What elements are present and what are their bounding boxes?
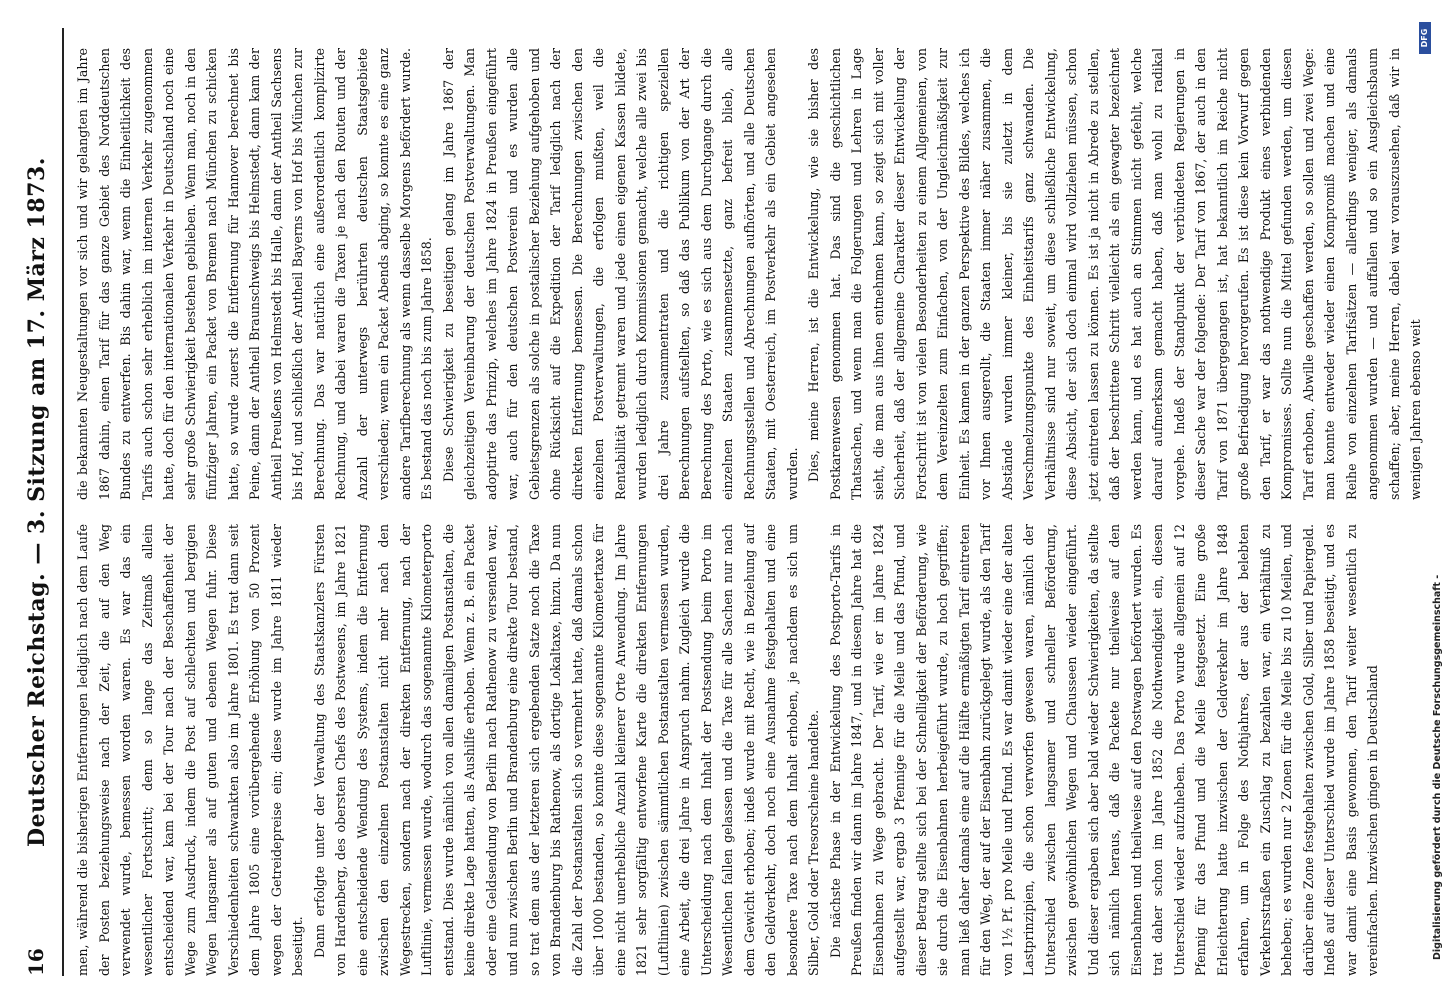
page-header	[18, 28, 58, 976]
text-column-right	[72, 48, 1423, 500]
paragraph: die bekannten Neugestaltungen vor sich und wir gelangten im Jahre 1867 dahin, einen Tarif für das ganze Gebiet des Norddeutschen Bundes zu entwerfen. Bis dahin war, wenn die Einheitlichkeit des Tarifs auch schon sehr erheblich im internen Verkehr zugenommen hatte, doch für den internationalen Verkehr in Deutschland noch eine sehr große Schwierigkeit bestehen geblieben. Wenn man, noch in den fünfziger Jahren, ein Packet von Bremen nach München zu schicken hatte, so wurde zuerst die Entfernung für Hannover berechnet bis Peine, dann der Antheil Braunschweigs bis Helmstedt, dann kam der Antheil Preußens von Helmstedt bis Halle, dann der Antheil Sachsens bis Hof, und schließlich der Antheil Bayerns von Hof bis München zur Berechnung. Das war natürlich eine außerordentlich komplizirte Rechnung, und dabei waren die Taxen je nach den Routen und der Anzahl der unterwegs berührten deutschen Staatsgebiete verschieden; wenn ein Packet Abends abging, so konnte es eine ganz andere Tarifberechnung als wenn dasselbe Morgens befördert wurde. Es bestand das noch bis zum Jahre 1858.	[75, 48, 434, 500]
dfg-logo	[1419, 22, 1431, 54]
header-rule	[62, 28, 64, 976]
paragraph: Diese Schwierigkeit zu beseitigen gelang im Jahre 1867 der gleichzeitigen Vereinbarung der deutschen Postverwaltungen. Man adoptirte das Prinzip, welches im Jahre 1824 in Preußen eingeführt war, auch für den deutschen Postverein und es wurden alle Gebietsgrenzen als solche in postalischer Beziehung aufgehoben und ohne Rücksicht auf die Expedition der Tarif lediglich nach der direkten Entfernung bemessen. Die Berechnungen zwischen den einzelnen Postverwaltungen, die erfolgen mußten, weil die Rentabilität getrennt waren und jede einen eigenen Kassen bildete, wurden lediglich durch Kommissionen gemacht, welche alle zwei bis drei Jahre zusammentraten und die richtigen speziellen Berechnungen aufstellten, so daß das Publikum von der Art der Berechnung des Porto, wie es sich aus dem Durchgange durch die einzelnen Staaten zusammensetzte, ganz befreit blieb, alle Rechnungsstellen und Abrechnungen aufhörten, und alle Deutschen Staaten, mit Oesterreich, im Postverkehr als ein Gebiet angesehen wurden.	[440, 48, 800, 500]
credit-text: Digitalisierung gefördert durch die Deutsche Forschungsgemeinschaft -	[1432, 574, 1443, 960]
paragraph: Dies, meine Herren, ist die Entwickelung, wie sie bisher des Postkarenwesen genommen hat. Das sind die geschichtlichen Thatsachen, und wenn man die Folgerungen und Lehren in Lage sieht, die man aus ihnen entnehmen kann, so zeigt sich mit voller Sicherheit, daß der allgemeine Charakter dieser Entwickelung der Fortschritt ist von vielen Besonderheiten zu einem Allgemeinen, von dem Vereinzelten zum Einfachen, von der Ungleichmäßigkeit zur Einheit. Es kamen in der ganzen Perspektive des Bildes, welches ich vor Ihnen ausgerollt, die Staaten immer näher zusammen, die Abstände wurden immer kleiner, bis sie zuletzt in dem Verschmelzungspunkte des Einheitstarifs ganz schwanden. Die Verhältnisse sind nur soweit, um diese schließliche Entwickelung, diese Absicht, der sich doch einmal wird vollziehen müssen, schon jetzt eintreten lassen zu können. Es ist ja nicht in Abrede zu stellen, daß der beschrittene Schritt vielleicht als ein gewagter bezeichnet werden kann, und es hat auch an Stimmen nicht gefehlt, welche darauf aufmerksam gemacht haben, daß man wohl zu radikal vorgehe. Indeß der Standpunkt der verbündeten Regierungen in dieser Sache war der folgende: Der Tarif von 1867, der auch in den Tarif von 1871 übergegangen ist, hat bekanntlich im Reiche nicht große Befriedigung hervorgerufen. Es ist diese kein Vorwurf gegen den Tarif, er war das nothwendige Produkt eines verbindenden Kompromisses. Sollte nun die Mittel gefunden werden, um diesen Tarif erhoben, Abwille geschaffen werden, so sollen und zwei Wege: man konnte entweder wieder einen Kompromiß machen und eine Reihe von einzelnen Tarifsätzen — allerdings weniger, als damals angenommen wurden — und auffallen und so ein Ausgleichsbaum schaffen; aber, meine Herren, dabei war vorauszusehen, daß wir in wenigen Jahren ebenso weit	[806, 48, 1423, 500]
dfg-logo-text: DFG	[1420, 28, 1429, 48]
text-column-left	[72, 524, 1402, 976]
paragraph: Die nächste Phase in der Entwickelung des Postporto-Tarifs in Preußen finden wir dann im Jahre 1847, und in diesem Jahre hat die Eisenbahnen zu Wege gebracht. Der Tarif, wie er im Jahre 1824 aufgestellt war, ergab 3 Pfennige für die Meile und das Pfund, und dieser Betrag stellte sich bei der Schnelligkeit der Beförderung, wie sie durch die Eisenbahnen herbeigeführt wurde, zu hoch gegriffen; man ließ daher damals eine auf die Hälfte ermäßigten Tarif eintreten für den Weg, der auf der Eisenbahn zurückgelegt wurde, als den Tarif von 1½ Pf. pro Meile und Pfund. Es war damit wieder eine der alten Lastprinzipien, die schon verworfen gewesen waren, nämlich der Unterschied zwischen langsamer und schneller Beförderung, zwischen gewöhnlichen Wegen und Chausseen wieder eingeführt. Und dieser ergaben sich aber bald wieder Schwierigkeiten, da stellte sich nämlich heraus, daß die Packete nur theilweise auf den Eisenbahnen und theilweise auf den Postwagen befördert wurden. Es trat daher schon im Jahre 1852 die Nothwendigkeit ein, diesen Unterschied wieder aufzuheben. Das Porto wurde allgemein auf 12 Pfennig für das Pfund und die Meile festgesetzt. Eine große Erleichterung hatte inzwischen der Geldverkehr im Jahre 1848 erfahren, um in Folge des Nothjahres, der aus der belebten Verkehrsstraßen ein Zuschlag zu bezahlen war, ein Verhältniß zu beheben; es wurden nur 2 Zonen für die Meile bis zu 10 Meilen, und darüber eine Zone festgehalten zwischen Gold, Silber und Papiergeld. Indeß auf dieser Unterschied wurde im Jahre 1858 beseitigt, und es war damit eine Basis gewonnen, den Tarif weiter wesentlich zu vereinfachen. Inzwischen gingen in Deutschland	[827, 524, 1380, 976]
paragraph: men, während die bisherigen Entfernungen lediglich nach dem Laufe der Posten beziehungsweise nach der Zeit, die auf den Weg verwendet wurde, bemessen worden waren. Es war das ein wesentlicher Fortschritt; denn so lange das Zeitmaß allein entscheidend war, kam bei der Tour nach der Beschaffenheit der Wege zum Ausdruck, indem die Post auf schlechten und bergigen Wegen langsamer als auf guten und ebenen Wegen fuhr. Diese Verschiedenheiten schwankten also im Jahre 1801. Es trat dann seit dem Jahre 1805 eine vorübergehende Erhöhung von 50 Prozent wegen der Getreidepreise ein; diese wurde im Jahre 1811 wieder beseitigt.	[75, 524, 305, 976]
paragraph: Dann erfolgte unter der Verwaltung des Staatskanzlers Fürsten von Hardenberg, des obersten Chefs des Postwesens, im Jahre 1821 eine entscheidende Wendung des Systems, indem die Entfernung zwischen den einzelnen Postanstalten nicht mehr nach den Wegestrecken, sondern nach der direkten Entfernung, nach der Luftlinie, vermessen wurde, wodurch das sogenannte Kilometerporto entstand. Dies wurde nämlich von allen damaligen Postanstalten, die keine direkte Lage hatten, als Aushilfe erhoben. Wenn z. B. ein Packet oder eine Geldsendung von Berlin nach Rathenow zu versenden war, und nun zwischen Berlin und Brandenburg eine direkte Tour bestand, so trat dem aus der letzteren sich ergebenden Satze noch die Taxe von Brandenburg bis Rathenow, als dortige Lokaltaxe, hinzu. Da nun die Zahl der Postanstalten sich so vermehrt hatte, daß damals schon über 1000 bestanden, so konnte diese sogenannte Kilometertaxe für eine nicht unerhebliche Anzahl kleinerer Orte Anwendung. Im Jahre 1821 sehr sorgfältig entworfene Karte die direkten Entfernungen (Luftlinien) zwischen sämmtlichen Postanstalten vermessen wurden, eine Arbeit, die drei Jahre in Anspruch nahm. Zugleich wurde die Unterscheidung nach dem Inhalt der Postsendung beim Porto im Wesentlichen fallen gelassen und die Taxe für alle Sachen nur nach dem Gewicht erhoben; indeß wurde mit Recht, wie in Beziehung auf den Geldverkehr, doch noch eine Ausnahme festgehalten und eine besondere Taxe nach dem Inhalt erhoben, je nachdem es sich um Silber, Gold oder Tresorscheine handelte.	[311, 524, 821, 976]
digitization-credit	[1418, 20, 1443, 960]
page-number: 16	[24, 948, 48, 976]
page-title: Deutscher Reichstag. — 3. Sitzung am 17. März 1873.	[24, 157, 50, 847]
